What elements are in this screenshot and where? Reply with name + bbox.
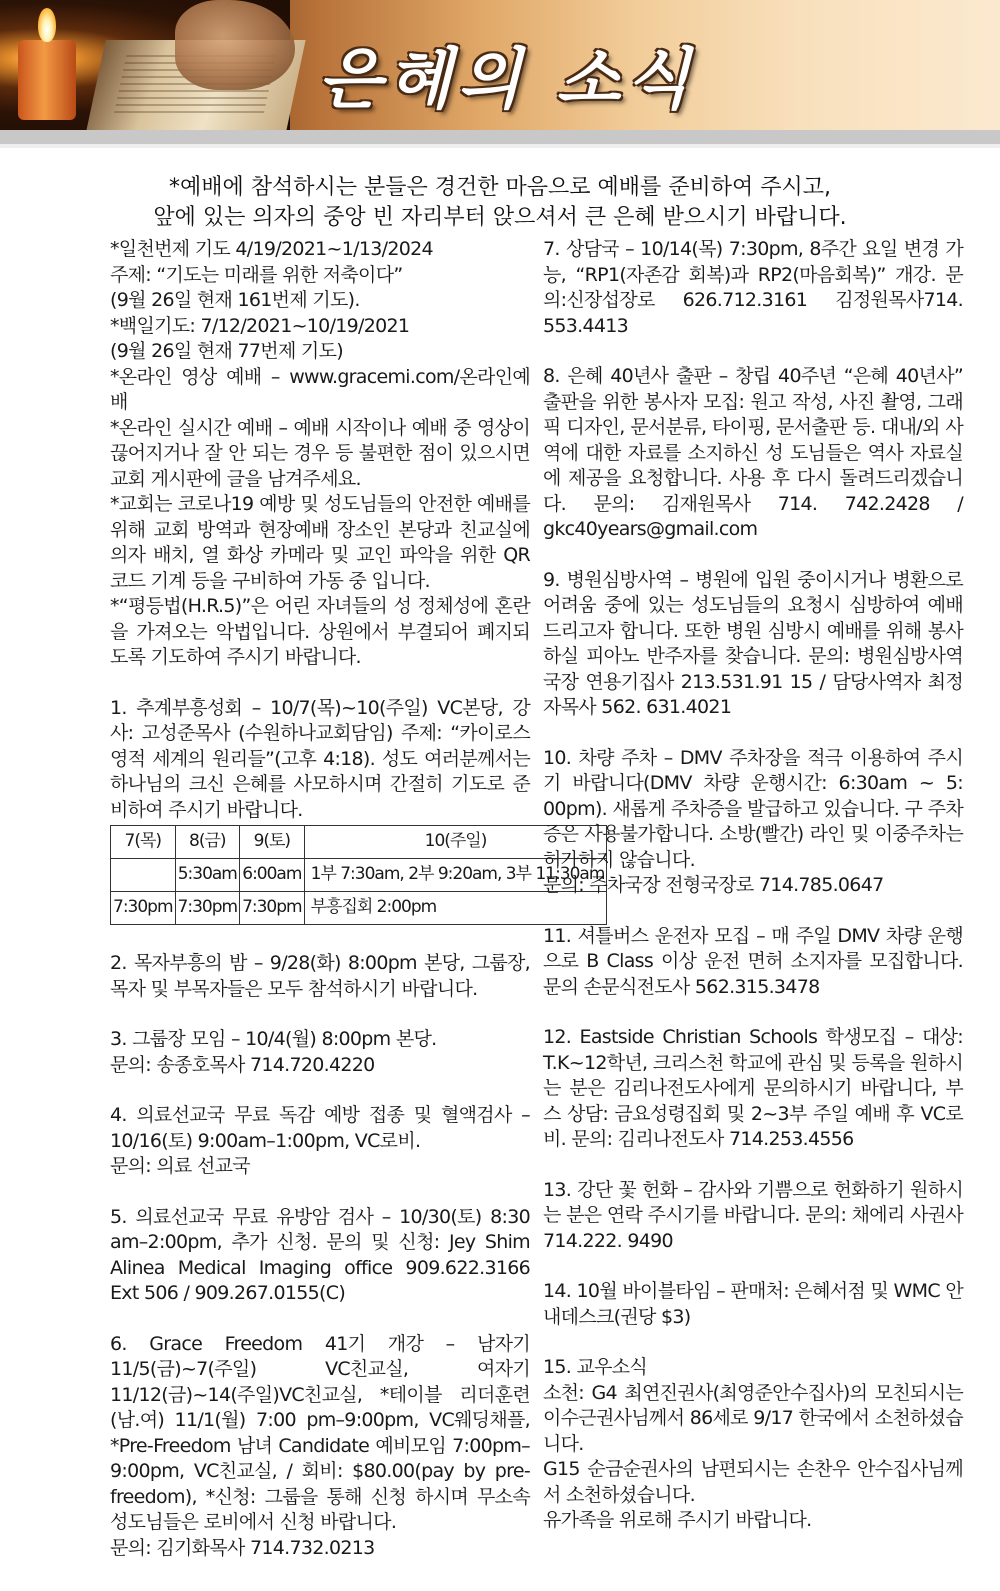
announcement-7: 7. 상담국 – 10/14(목) 7:30pm, 8주간 요일 변경 가능, “RP1(자존감 회복)과 RP2(마음회복)” 개강. 문의:신장섭장로 626.712.3161 김정원목사714. 553.4413	[543, 238, 963, 337]
announcement-15: 15. 교우소식 소천: G4 최연진권사(최영준안수집사)의 모친되시는 이수근권사님께서 86세로 9/17 한국에서 소천하셨습니다. G15 순금순권사의 남편되시는 손찬우 안수집사님께서 소천하셨습니다. 유가족을 위로해 주시기 바랍니다.	[543, 1356, 963, 1531]
announcement-13: 13. 강단 꽃 헌화 – 감사와 기쁨으로 헌화하기 원하시는 분은 연락 주시기를 바랍니다. 문의: 채에리 사권사 714.222. 9490	[543, 1178, 963, 1252]
table-cell: 7:30pm	[240, 892, 305, 925]
announcement-11: 11. 셔틀버스 운전자 모집 – 매 주일 DMV 차량 운행으로 B Class 이상 운전 면허 소지자를 모집합니다. 문의 손문식전도사 562.315.3478	[543, 924, 963, 998]
table-cell: 9(토)	[240, 826, 305, 859]
notice-line-1: *예배에 참석하시는 분들은 경건한 마음으로 예배를 준비하여 주시고,	[168, 175, 831, 200]
table-cell	[111, 859, 176, 892]
announcement-2: 2. 목자부흥의 밤 – 9/28(화) 8:00pm 본당, 그룹장, 목자 및 부목자들은 모두 참석하시기 바랍니다.	[110, 952, 530, 1000]
left-column	[110, 237, 605, 1561]
announcement-1: 1. 추계부흥성회 – 10/7(목)~10(주일) VC본당, 강사: 고성준목사 (수원하나교회담임) 주제: “카이로스 영적 세계의 원리들”(고후 4:18). 성도 여러분께서는 하나님의 크신 은혜를 사모하시며 간절히 기도로 준비하여 주시기 바랍니다.	[110, 696, 530, 821]
table-cell: 부흥집회 2:00pm	[304, 892, 607, 925]
intro-announcements: *일천번제 기도 4/19/2021~1/13/2024 주제: “기도는 미래를 위한 저축이다” (9월 26일 현재 161번제 기도). *백일기도: 7/12/2021~10/19/2021 (9월 26일 현재 77번제 기도) *온라인 영상 예배 – www.gracemi.com/온라인예배 *온라인 실시간 예배 – 예배 시작이나 예배 중 영상이 끊어지거나 잘 안 되는 경우 등 불편한 점이 있으시면 교회 게시판에 글을 남겨주세요. *교회는 코로나19 예방 및 성도님들의 안전한 예배를 위해 교회 방역과 현장예배 장소인 본당과 친교실에 의자 배치, 열 화상 카메라 및 교인 파악을 위한 QR 코드 기계 등을 구비하여 가동 중 입니다. *“평등법(H.R.5)”은 어린 자녀들의 성 정체성에 혼란을 가져오는 악법입니다. 상원에서 부결되어 폐지되도록 기도하여 주시기 바랍니다.	[110, 238, 530, 668]
praying-hands	[175, 0, 295, 90]
table-row	[111, 826, 607, 859]
worship-notice	[60, 173, 940, 233]
header-divider-light	[0, 144, 1000, 148]
table-row	[111, 892, 607, 925]
table-cell: 8(금)	[175, 826, 240, 859]
table-cell: 10(주일)	[304, 826, 607, 859]
announcement-10: 10. 차량 주차 – DMV 주차장을 적극 이용하여 주시기 바랍니다(DMV 차량 운행시간: 6:30am ~ 5: 00pm). 새롭게 주차증을 발급하고 있습니다. 구 주차증은 사용불가합니다. 소방(빨간) 라인 및 이중주차는 허가하지 않습니다. 문의: 주차국장 전형국장로 714.785.0647	[543, 746, 963, 896]
announcement-14: 14. 10월 바이블타임 – 판매처: 은혜서점 및 WMC 안내데스크(권당 $3)	[543, 1280, 963, 1328]
announcement-3: 3. 그룹장 모임 – 10/4(월) 8:00pm 본당. 문의: 송종호목사 714.720.4220	[110, 1028, 437, 1076]
header-divider	[0, 130, 1000, 144]
revival-schedule-table	[110, 825, 607, 925]
announcement-8: 8. 은혜 40년사 출판 – 창립 40주년 “은혜 40년사” 출판을 위한 봉사자 모집: 원고 작성, 사진 촬영, 그래픽 디자인, 문서분류, 타이핑, 문서출판 등. 대내/외 사역에 대한 자료를 소지하신 성 도님들은 역사 자료실에 제공을 요청합니다. 사용 후 다시 돌려드리겠습니다. 문의: 김재원목사 714. 742.2428 / gkc40years@gmail.com	[543, 365, 963, 540]
table-row	[111, 859, 607, 892]
table-cell: 1부 7:30am, 2부 9:20am, 3부 11:30am	[304, 859, 607, 892]
table-cell: 7(목)	[111, 826, 176, 859]
header-banner	[0, 0, 1000, 130]
notice-line-2: 앞에 있는 의자의 중앙 빈 자리부터 앉으셔서 큰 은혜 받으시기 바랍니다.	[153, 205, 847, 230]
page-title: 은혜의 소식	[318, 40, 696, 118]
announcement-12: 12. Eastside Christian Schools 학생모집 – 대상: T.K~12학년, 크리스천 학교에 관심 및 등록을 원하시는 분은 김리나전도사에게 문의하시기 바랍니다, 부스 상담: 금요성령집회 및 2~3부 주일 예배 후 VC로비. 문의: 김리나전도사 714.253.4556	[543, 1026, 963, 1150]
table-cell: 7:30pm	[175, 892, 240, 925]
right-column	[543, 237, 963, 1534]
announcement-4: 4. 의료선교국 무료 독감 예방 접종 및 혈액검사 – 10/16(토) 9:00am–1:00pm, VC로비. 문의: 의료 선교국	[110, 1104, 530, 1177]
announcement-5: 5. 의료선교국 무료 유방암 검사 – 10/30(토) 8:30 am–2:00pm, 추가 신청. 문의 및 신청: Jey Shim Alinea Medical Imaging office 909.622.3166 Ext 506 / 909.267.0155(C)	[110, 1205, 530, 1304]
candle-bible-praying-hands-photo	[0, 0, 290, 130]
announcement-6: 6. Grace Freedom 41기 개강 – 남자기 11/5(금)~7(주일) VC친교실, 여자기 11/12(금)~14(주일)VC친교실, *테이블 리더훈련(남.여) 11/1(월) 7:00 pm–9:00pm, VC웨딩채플, *Pre-Freedom 남녀 Candidate 예비모임 7:00pm–9:00pm, VC친교실, / 회비: $80.00(pay by pre-freedom), *신청: 그룹을 통해 신청 하시며 무소속 성도님들은 로비에서 신청 바랍니다. 문의: 김기화목사 714.732.0213	[110, 1332, 530, 1559]
table-cell: 6:00am	[240, 859, 305, 892]
candle	[18, 40, 76, 120]
table-cell: 5:30am	[175, 859, 240, 892]
announcement-9: 9. 병원심방사역 – 병원에 입원 중이시거나 병환으로 어려움 중에 있는 성도님들의 요청시 심방하여 예배드리고자 합니다. 또한 병원 심방시 예배를 위해 봉사하실 피아노 반주자를 찾습니다. 문의: 병원심방사역국장 연용기집사 213.531.91 15 / 담당사역자 최정자목사 562. 631.4021	[543, 568, 963, 718]
table-cell: 7:30pm	[111, 892, 176, 925]
candle-flame-icon	[38, 8, 56, 42]
